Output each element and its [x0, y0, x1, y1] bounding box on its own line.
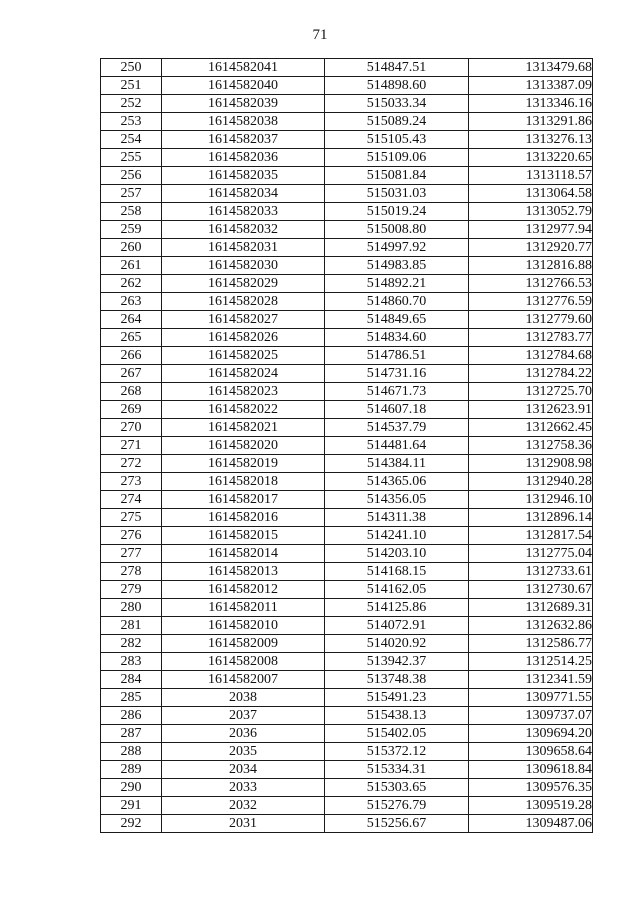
- point-id-cell: 1614582021: [162, 419, 325, 437]
- point-id-cell: 2038: [162, 689, 325, 707]
- point-id-cell: 2036: [162, 725, 325, 743]
- y-coordinate-cell: 1309618.84: [469, 761, 593, 779]
- row-number-cell: 266: [101, 347, 162, 365]
- coordinates-table-body: [101, 59, 593, 833]
- x-coordinate-cell: 514384.11: [325, 455, 469, 473]
- x-coordinate-cell: 515031.03: [325, 185, 469, 203]
- point-id-cell: 1614582009: [162, 635, 325, 653]
- point-id-cell: 1614582012: [162, 581, 325, 599]
- row-number-cell: 275: [101, 509, 162, 527]
- y-coordinate-cell: 1312816.88: [469, 257, 593, 275]
- table-row: [101, 491, 593, 509]
- row-number-cell: 271: [101, 437, 162, 455]
- row-number-cell: 283: [101, 653, 162, 671]
- row-number-cell: 264: [101, 311, 162, 329]
- y-coordinate-cell: 1312784.22: [469, 365, 593, 383]
- table-row: [101, 653, 593, 671]
- row-number-cell: 279: [101, 581, 162, 599]
- point-id-cell: 1614582020: [162, 437, 325, 455]
- table-row: [101, 635, 593, 653]
- y-coordinate-cell: 1313220.65: [469, 149, 593, 167]
- table-row: [101, 599, 593, 617]
- y-coordinate-cell: 1309737.07: [469, 707, 593, 725]
- row-number-cell: 270: [101, 419, 162, 437]
- point-id-cell: 1614582019: [162, 455, 325, 473]
- row-number-cell: 278: [101, 563, 162, 581]
- row-number-cell: 290: [101, 779, 162, 797]
- x-coordinate-cell: 514607.18: [325, 401, 469, 419]
- point-id-cell: 1614582013: [162, 563, 325, 581]
- table-row: [101, 311, 593, 329]
- x-coordinate-cell: 515303.65: [325, 779, 469, 797]
- row-number-cell: 258: [101, 203, 162, 221]
- x-coordinate-cell: 514834.60: [325, 329, 469, 347]
- table-row: [101, 797, 593, 815]
- table-row: [101, 509, 593, 527]
- table-row: [101, 95, 593, 113]
- point-id-cell: 1614582017: [162, 491, 325, 509]
- y-coordinate-cell: 1309487.06: [469, 815, 593, 833]
- table-row: [101, 167, 593, 185]
- point-id-cell: 1614582011: [162, 599, 325, 617]
- point-id-cell: 1614582032: [162, 221, 325, 239]
- point-id-cell: 2032: [162, 797, 325, 815]
- x-coordinate-cell: 514365.06: [325, 473, 469, 491]
- table-row: [101, 329, 593, 347]
- row-number-cell: 267: [101, 365, 162, 383]
- x-coordinate-cell: 514020.92: [325, 635, 469, 653]
- y-coordinate-cell: 1313276.13: [469, 131, 593, 149]
- table-row: [101, 761, 593, 779]
- table-row: [101, 383, 593, 401]
- y-coordinate-cell: 1312623.91: [469, 401, 593, 419]
- row-number-cell: 257: [101, 185, 162, 203]
- y-coordinate-cell: 1312341.59: [469, 671, 593, 689]
- row-number-cell: 253: [101, 113, 162, 131]
- table-row: [101, 221, 593, 239]
- table-row: [101, 185, 593, 203]
- table-row: [101, 437, 593, 455]
- table-row: [101, 743, 593, 761]
- x-coordinate-cell: 515402.05: [325, 725, 469, 743]
- point-id-cell: 1614582016: [162, 509, 325, 527]
- x-coordinate-cell: 515019.24: [325, 203, 469, 221]
- point-id-cell: 1614582041: [162, 59, 325, 77]
- x-coordinate-cell: 515109.06: [325, 149, 469, 167]
- row-number-cell: 277: [101, 545, 162, 563]
- row-number-cell: 262: [101, 275, 162, 293]
- x-coordinate-cell: 514356.05: [325, 491, 469, 509]
- x-coordinate-cell: 514072.91: [325, 617, 469, 635]
- row-number-cell: 291: [101, 797, 162, 815]
- row-number-cell: 287: [101, 725, 162, 743]
- table-row: [101, 671, 593, 689]
- x-coordinate-cell: 513748.38: [325, 671, 469, 689]
- row-number-cell: 254: [101, 131, 162, 149]
- y-coordinate-cell: 1313387.09: [469, 77, 593, 95]
- table-row: [101, 419, 593, 437]
- y-coordinate-cell: 1312725.70: [469, 383, 593, 401]
- x-coordinate-cell: 514860.70: [325, 293, 469, 311]
- x-coordinate-cell: 515089.24: [325, 113, 469, 131]
- point-id-cell: 2035: [162, 743, 325, 761]
- row-number-cell: 286: [101, 707, 162, 725]
- y-coordinate-cell: 1309658.64: [469, 743, 593, 761]
- y-coordinate-cell: 1313291.86: [469, 113, 593, 131]
- x-coordinate-cell: 515256.67: [325, 815, 469, 833]
- point-id-cell: 1614582027: [162, 311, 325, 329]
- table-row: [101, 527, 593, 545]
- row-number-cell: 263: [101, 293, 162, 311]
- x-coordinate-cell: 514162.05: [325, 581, 469, 599]
- y-coordinate-cell: 1312662.45: [469, 419, 593, 437]
- y-coordinate-cell: 1309694.20: [469, 725, 593, 743]
- y-coordinate-cell: 1312908.98: [469, 455, 593, 473]
- y-coordinate-cell: 1312946.10: [469, 491, 593, 509]
- x-coordinate-cell: 514537.79: [325, 419, 469, 437]
- y-coordinate-cell: 1312632.86: [469, 617, 593, 635]
- y-coordinate-cell: 1312689.31: [469, 599, 593, 617]
- y-coordinate-cell: 1312586.77: [469, 635, 593, 653]
- table-row: [101, 401, 593, 419]
- table-row: [101, 707, 593, 725]
- x-coordinate-cell: 514731.16: [325, 365, 469, 383]
- coordinates-table: [100, 58, 593, 833]
- point-id-cell: 1614582037: [162, 131, 325, 149]
- row-number-cell: 255: [101, 149, 162, 167]
- point-id-cell: 1614582008: [162, 653, 325, 671]
- page-number: 71: [312, 27, 328, 43]
- point-id-cell: 1614582034: [162, 185, 325, 203]
- point-id-cell: 1614582015: [162, 527, 325, 545]
- table-row: [101, 779, 593, 797]
- table-row: [101, 59, 593, 77]
- table-row: [101, 131, 593, 149]
- x-coordinate-cell: 514997.92: [325, 239, 469, 257]
- point-id-cell: 2034: [162, 761, 325, 779]
- row-number-cell: 273: [101, 473, 162, 491]
- table-row: [101, 545, 593, 563]
- row-number-cell: 269: [101, 401, 162, 419]
- table-row: [101, 347, 593, 365]
- row-number-cell: 280: [101, 599, 162, 617]
- row-number-cell: 260: [101, 239, 162, 257]
- y-coordinate-cell: 1312940.28: [469, 473, 593, 491]
- x-coordinate-cell: 514203.10: [325, 545, 469, 563]
- row-number-cell: 272: [101, 455, 162, 473]
- point-id-cell: 1614582014: [162, 545, 325, 563]
- point-id-cell: 1614582026: [162, 329, 325, 347]
- x-coordinate-cell: 515033.34: [325, 95, 469, 113]
- x-coordinate-cell: 514481.64: [325, 437, 469, 455]
- y-coordinate-cell: 1312776.59: [469, 293, 593, 311]
- row-number-cell: 259: [101, 221, 162, 239]
- point-id-cell: 1614582007: [162, 671, 325, 689]
- y-coordinate-cell: 1312766.53: [469, 275, 593, 293]
- point-id-cell: 1614582025: [162, 347, 325, 365]
- x-coordinate-cell: 514847.51: [325, 59, 469, 77]
- row-number-cell: 252: [101, 95, 162, 113]
- row-number-cell: 288: [101, 743, 162, 761]
- row-number-cell: 268: [101, 383, 162, 401]
- point-id-cell: 1614582039: [162, 95, 325, 113]
- x-coordinate-cell: 513942.37: [325, 653, 469, 671]
- y-coordinate-cell: 1312730.67: [469, 581, 593, 599]
- x-coordinate-cell: 514241.10: [325, 527, 469, 545]
- row-number-cell: 250: [101, 59, 162, 77]
- y-coordinate-cell: 1309576.35: [469, 779, 593, 797]
- x-coordinate-cell: 515008.80: [325, 221, 469, 239]
- y-coordinate-cell: 1313052.79: [469, 203, 593, 221]
- y-coordinate-cell: 1312783.77: [469, 329, 593, 347]
- table-row: [101, 203, 593, 221]
- row-number-cell: 261: [101, 257, 162, 275]
- point-id-cell: 1614582023: [162, 383, 325, 401]
- table-row: [101, 455, 593, 473]
- table-row: [101, 473, 593, 491]
- point-id-cell: 2037: [162, 707, 325, 725]
- row-number-cell: 251: [101, 77, 162, 95]
- point-id-cell: 1614582040: [162, 77, 325, 95]
- y-coordinate-cell: 1313346.16: [469, 95, 593, 113]
- y-coordinate-cell: 1309771.55: [469, 689, 593, 707]
- row-number-cell: 265: [101, 329, 162, 347]
- x-coordinate-cell: 514671.73: [325, 383, 469, 401]
- table-row: [101, 77, 593, 95]
- table-row: [101, 725, 593, 743]
- y-coordinate-cell: 1312775.04: [469, 545, 593, 563]
- row-number-cell: 289: [101, 761, 162, 779]
- point-id-cell: 1614582035: [162, 167, 325, 185]
- y-coordinate-cell: 1312920.77: [469, 239, 593, 257]
- y-coordinate-cell: 1312733.61: [469, 563, 593, 581]
- row-number-cell: 285: [101, 689, 162, 707]
- point-id-cell: 1614582030: [162, 257, 325, 275]
- table-row: [101, 581, 593, 599]
- point-id-cell: 2031: [162, 815, 325, 833]
- x-coordinate-cell: 514786.51: [325, 347, 469, 365]
- row-number-cell: 292: [101, 815, 162, 833]
- table-row: [101, 293, 593, 311]
- row-number-cell: 281: [101, 617, 162, 635]
- x-coordinate-cell: 514311.38: [325, 509, 469, 527]
- point-id-cell: 1614582024: [162, 365, 325, 383]
- y-coordinate-cell: 1312758.36: [469, 437, 593, 455]
- row-number-cell: 284: [101, 671, 162, 689]
- table-row: [101, 113, 593, 131]
- point-id-cell: 1614582010: [162, 617, 325, 635]
- table-row: [101, 149, 593, 167]
- y-coordinate-cell: 1313064.58: [469, 185, 593, 203]
- row-number-cell: 256: [101, 167, 162, 185]
- y-coordinate-cell: 1313118.57: [469, 167, 593, 185]
- point-id-cell: 1614582022: [162, 401, 325, 419]
- point-id-cell: 1614582018: [162, 473, 325, 491]
- point-id-cell: 1614582036: [162, 149, 325, 167]
- x-coordinate-cell: 515334.31: [325, 761, 469, 779]
- table-row: [101, 365, 593, 383]
- x-coordinate-cell: 515372.12: [325, 743, 469, 761]
- x-coordinate-cell: 515438.13: [325, 707, 469, 725]
- x-coordinate-cell: 514898.60: [325, 77, 469, 95]
- y-coordinate-cell: 1312784.68: [469, 347, 593, 365]
- point-id-cell: 1614582033: [162, 203, 325, 221]
- x-coordinate-cell: 514892.21: [325, 275, 469, 293]
- point-id-cell: 1614582029: [162, 275, 325, 293]
- table-row: [101, 563, 593, 581]
- table-row: [101, 617, 593, 635]
- table-row: [101, 815, 593, 833]
- y-coordinate-cell: 1313479.68: [469, 59, 593, 77]
- table-row: [101, 275, 593, 293]
- table-row: [101, 257, 593, 275]
- x-coordinate-cell: 515491.23: [325, 689, 469, 707]
- point-id-cell: 1614582031: [162, 239, 325, 257]
- y-coordinate-cell: 1312896.14: [469, 509, 593, 527]
- point-id-cell: 1614582038: [162, 113, 325, 131]
- x-coordinate-cell: 514125.86: [325, 599, 469, 617]
- x-coordinate-cell: 514849.65: [325, 311, 469, 329]
- y-coordinate-cell: 1312514.25: [469, 653, 593, 671]
- x-coordinate-cell: 515105.43: [325, 131, 469, 149]
- row-number-cell: 276: [101, 527, 162, 545]
- x-coordinate-cell: 515081.84: [325, 167, 469, 185]
- table-row: [101, 689, 593, 707]
- row-number-cell: 282: [101, 635, 162, 653]
- y-coordinate-cell: 1309519.28: [469, 797, 593, 815]
- x-coordinate-cell: 515276.79: [325, 797, 469, 815]
- y-coordinate-cell: 1312817.54: [469, 527, 593, 545]
- point-id-cell: 2033: [162, 779, 325, 797]
- row-number-cell: 274: [101, 491, 162, 509]
- point-id-cell: 1614582028: [162, 293, 325, 311]
- y-coordinate-cell: 1312779.60: [469, 311, 593, 329]
- x-coordinate-cell: 514168.15: [325, 563, 469, 581]
- x-coordinate-cell: 514983.85: [325, 257, 469, 275]
- y-coordinate-cell: 1312977.94: [469, 221, 593, 239]
- table-row: [101, 239, 593, 257]
